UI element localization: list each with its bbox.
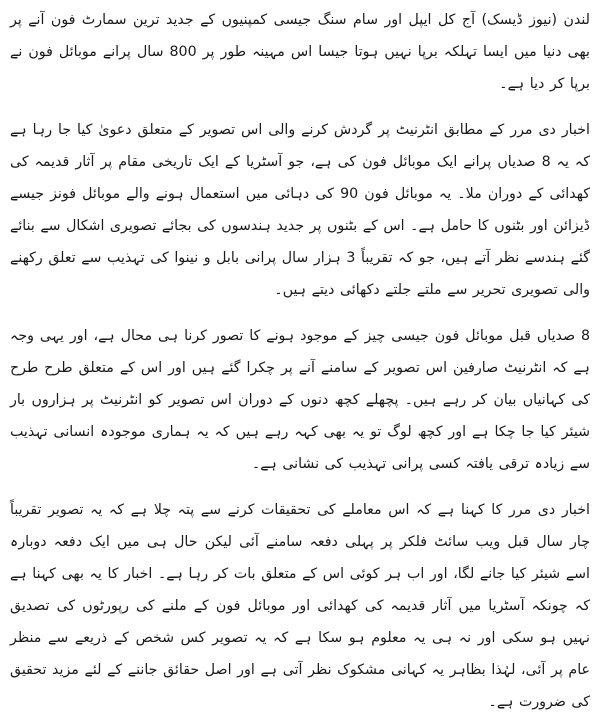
article-paragraph-1: لندن (نیوز ڈیسک) آج کل ایپل اور سام سنگ جیسی کمپنیوں کے جدید ترین سمارٹ فون آنے پر بھی دنیا میں ایسا تہلکہ برپا نہیں ہوتا جیسا اس مہینہ طور پر 800 سال پرانے موبائل فون نے برپا کر دیا ہے۔	[10, 12, 590, 92]
article-paragraph-4: اخبار دی مرر کا کہنا ہے کہ اس معاملے کی تحقیقات کرنے سے پتہ چلا ہے کہ یہ تصویر تقریباً چار سال قبل ویب سائٹ فلکر پر پہلی دفعہ سامنے آئی لیکن حال ہی میں ایک دفعہ دوبارہ اسے شیئر کیا جانے لگا، اور اب ہر کوئی اس کے متعلق بات کر رہا ہے۔ اخبار کا یہ بھی کہنا ہے کہ چونکہ آسٹریا میں آثار قدیمہ کی کھدائی اور موبائل فون کے ملنے کی رپورٹوں کی تصدیق نہیں ہو سکی اور نہ ہی یہ معلوم ہو سکا ہے کہ یہ تصویر کس شخص کے ذریعے سے منظر عام پر آئی، لہٰذا بظاہر یہ کہانی مشکوک نظر آتی ہے اور اصل حقائق جاننے کے لئے مزید تحقیق کی ضرورت ہے۔	[10, 502, 590, 710]
article-paragraph-3: 8 صدیاں قبل موبائل فون جیسی چیز کے موجود ہونے کا تصور کرنا ہی محال ہے، اور یہی وجہ ہے کہ انٹرنیٹ صارفین اس تصویر کے سامنے آنے پر چکرا گئے ہیں اور اس کے متعلق طرح طرح کی کہانیاں بیان کر رہے ہیں۔ پچھلے کچھ دنوں کے دوران اس تصویر کو انٹرنیٹ پر ہزاروں بار شیئر کیا جا چکا ہے اور کچھ لوگ تو یہ بھی کہہ رہے ہیں کہ یہ ہماری موجودہ انسانی تہذیب سے زیادہ ترقی یافتہ کسی پرانی تہذیب کی نشانی ہے۔	[10, 328, 590, 472]
article-paragraph-2: اخبار دی مرر کے مطابق انٹرنیٹ پر گردش کرنے والی اس تصویر کے متعلق دعویٰ کیا جا رہا ہے کہ یہ 8 صدیاں پرانے ایک موبائل فون کی ہے، جو آسٹریا کے ایک تاریخی مقام پر آثار قدیمہ کی کھدائی کے دوران ملا۔ یہ موبائل فون 90 کی دہائی میں استعمال ہونے والے موبائل فونز جیسے ڈیزائن اور بٹنوں کا حامل ہے۔ اس کے بٹنوں پر جدید ہندسوں کی بجائے تصویری اشکال سے بنائے گئے ہندسے نظر آتے ہیں، جو کہ تقریباً 3 ہزار سال پرانی بابل و نینوا کی تہذیب سے تعلق رکھنے والی تصویری تحریر سے ملتے جلتے دکھائی دیتے ہیں۔	[10, 122, 590, 298]
